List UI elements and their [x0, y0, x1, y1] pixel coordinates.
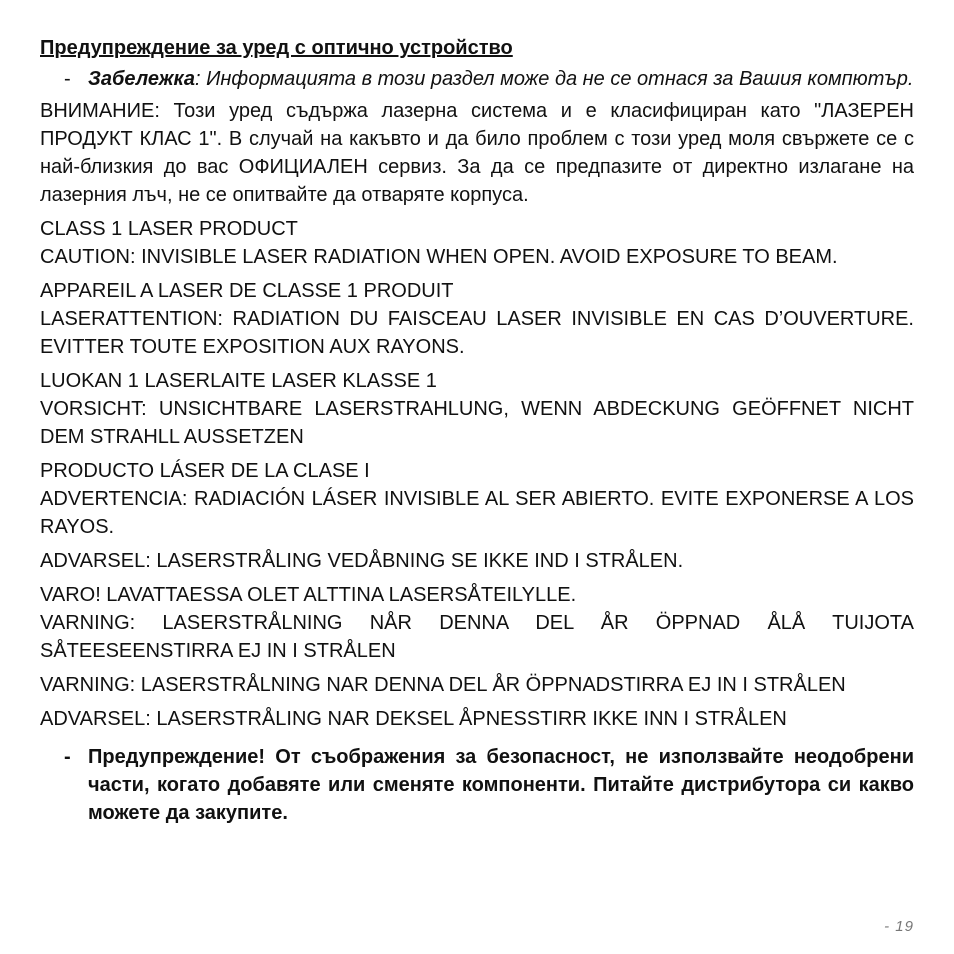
paragraph-line: VARNING: LASERSTRÅLNING NÅR DENNA DEL ÅR ÖPPNAD ÅLÅ TUIJOTA SÅTEESEENSTIRRA EJ IN I STRÅLEN — [40, 612, 914, 662]
paragraph-finnish-swedish — [40, 581, 914, 665]
paragraph-line: LASERATTENTION: RADIATION DU FAISCEAU LASER INVISIBLE EN CAS D’OUVERTURE. EVITTER TOUTE EXPOSITION AUX RAYONS. — [40, 308, 914, 358]
note-text — [88, 65, 914, 93]
paragraph-line: ADVARSEL: LASERSTRÅLING VEDÅBNING SE IKKE IND I STRÅLEN. — [40, 550, 684, 572]
paragraph-line: ADVARSEL: LASERSTRÅLING NAR DEKSEL ÅPNESSTIRR IKKE INN I STRÅLEN — [40, 708, 787, 730]
paragraph-line: VARNING: LASERSTRÅLNING NAR DENNA DEL ÅR ÖPPNADSTIRRA EJ IN I STRÅLEN — [40, 674, 846, 696]
paragraph-bulgarian-warning — [40, 97, 914, 209]
paragraph-line: LUOKAN 1 LASERLAITE LASER KLASSE 1 — [40, 370, 437, 392]
paragraph-line: ВНИМАНИЕ: Този уред съдържа лазерна система и е класифициран като "ЛАЗЕРЕН ПРОДУКТ КЛАС 1". В случай на какъвто и да било проблем с този уред моля свържете се с най-близкия до вас ОФИЦИАЛЕН сервиз. За да се предпазите от директно излагане на лазерния лъч, не се опитвайте да отваряте корпуса. — [40, 100, 914, 206]
paragraph-line: VARO! LAVATTAESSA OLET ALTTINA LASERSÅTEILYLLE. — [40, 584, 577, 606]
paragraph-german — [40, 367, 914, 451]
note-bullet: - — [64, 68, 71, 90]
section-heading: Предупреждение за уред с оптично устройство — [40, 37, 513, 59]
note-item — [40, 65, 914, 93]
paragraph-french — [40, 277, 914, 361]
note-label: Забележка — [88, 68, 195, 90]
paragraph-line: VORSICHT: UNSICHTBARE LASERSTRAHLUNG, WENN ABDECKUNG GEÖFFNET NICHT DEM STRAHLL AUSSETZEN — [40, 398, 914, 448]
paragraph-line: CAUTION: INVISIBLE LASER RADIATION WHEN OPEN. AVOID EXPOSURE TO BEAM. — [40, 246, 838, 268]
warning-bullet: - — [64, 746, 71, 768]
paragraph-spanish — [40, 457, 914, 541]
paragraph-danish — [40, 547, 914, 575]
paragraph-norwegian — [40, 705, 914, 733]
paragraph-line: APPAREIL A LASER DE CLASSE 1 PRODUIT — [40, 280, 454, 302]
document-page — [40, 35, 914, 827]
paragraph-english — [40, 215, 914, 271]
paragraph-line: PRODUCTO LÁSER DE LA CLASE I — [40, 460, 370, 482]
safety-warning-item — [40, 743, 914, 827]
page-number: - 19 — [884, 918, 914, 935]
paragraph-swedish — [40, 671, 914, 699]
paragraph-line: CLASS 1 LASER PRODUCT — [40, 218, 298, 240]
note-body: : Информацията в този раздел може да не се отнася за Вашия компютър. — [195, 68, 914, 90]
paragraph-line: ADVERTENCIA: RADIACIÓN LÁSER INVISIBLE AL SER ABIERTO. EVITE EXPONERSE A LOS RAYOS. — [40, 488, 914, 538]
warning-text: Предупреждение! От съображения за безопасност, не използвайте неодобрени части, когато добавяте или сменяте компоненти. Питайте дистрибутора си какво можете да закупите. — [88, 746, 914, 824]
